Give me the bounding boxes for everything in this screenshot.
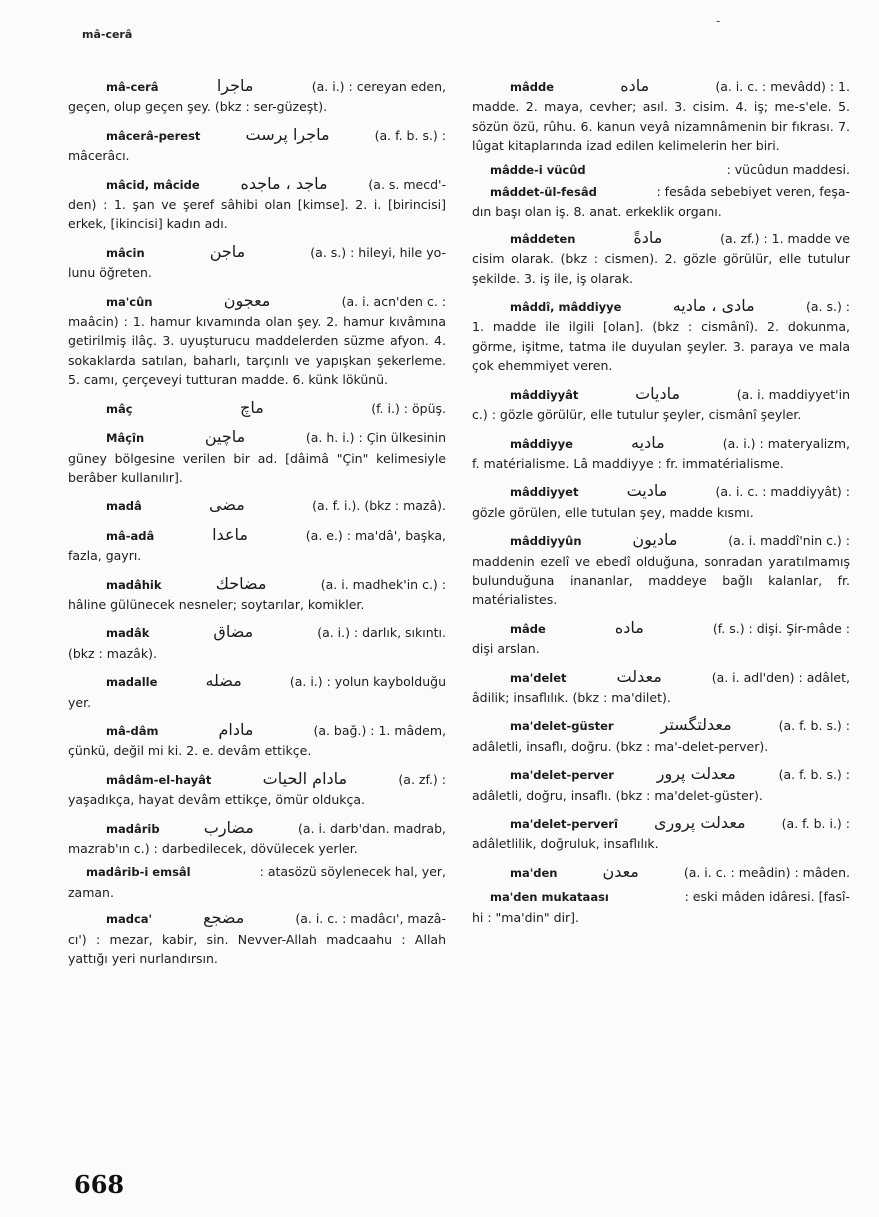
entry-head-line — [68, 125, 446, 146]
entry-definition-lead: (a. i. c. : meâdin) : mâden. — [683, 864, 850, 880]
dictionary-entry — [472, 182, 850, 222]
entry-definition-lead: : vücûdun maddesi. — [726, 161, 850, 177]
dictionary-entry — [472, 667, 850, 708]
entry-head-line — [68, 495, 446, 516]
entry-headword: mâdâm-el-hayât — [106, 772, 212, 787]
entry-head-line — [472, 384, 850, 405]
entry-definition-lead: (f. i.) : öpüş. — [371, 400, 446, 416]
entry-head-line — [472, 433, 850, 454]
entry-headword: mâddiyyet — [510, 485, 579, 500]
dictionary-entry — [68, 862, 446, 902]
entry-headword: mâcerâ-perest — [106, 128, 201, 143]
dictionary-entry — [472, 887, 850, 927]
entry-headword: madca' — [106, 912, 153, 927]
entry-definition-body: mâcerâcı. — [68, 148, 130, 164]
entry-head-line — [472, 667, 850, 688]
dictionary-entry — [472, 764, 850, 805]
entry-head-line — [472, 481, 850, 502]
entry-arabic-script: مضجع — [203, 908, 245, 928]
dictionary-entry — [68, 622, 446, 663]
entry-head-line — [68, 862, 446, 882]
dictionary-entry — [68, 769, 446, 810]
dictionary-entry — [68, 291, 446, 390]
dictionary-entry — [472, 715, 850, 756]
entry-definition-lead: (a. f. b. s.) : — [778, 767, 850, 783]
entry-definition-lead: (a. i. c. : madâcı', mazâ- — [295, 911, 446, 927]
entry-head-line — [472, 160, 850, 180]
entry-head-line — [68, 622, 446, 643]
entry-definition-body: hâline gülünecek nesneler; soytarılar, komikler. — [68, 596, 365, 612]
entry-definition-body: maâcin) : 1. hamur kıvamında olan şey. 2. hamur kıvâmına getirilmiş ilâç. 3. uyuşturucu maddelerden süzme afyon. 4. sokaklarda satılan, baharlı, tarçınlı ve yapışkan şekerleme. 5. camı, çerçeveyi tutturan madde. 6. künk lökünü. — [68, 314, 446, 388]
entry-definition-body: den) : 1. şan ve şeref sâhibi olan [kimse]. 2. i. [birincisi] erkek, [ikincisi] kadın adı. — [68, 197, 446, 232]
page-number: 668 — [74, 1170, 125, 1199]
entry-head-line — [68, 242, 446, 263]
dictionary-entry — [472, 228, 850, 288]
dictionary-entry — [68, 525, 446, 566]
entry-definition-body: lunu öğreten. — [68, 265, 152, 281]
entry-arabic-script: مضى — [209, 495, 245, 515]
left-column — [68, 76, 446, 976]
entry-definition-lead: (a. f. b. i.) : — [781, 816, 850, 831]
entry-arabic-script: ماجد ، ماجده — [240, 173, 328, 193]
entry-definition-lead: (a. h. i.) : Çin ülkesinin — [305, 430, 446, 446]
entry-head-line — [472, 182, 850, 202]
entry-head-line — [68, 174, 446, 195]
dictionary-entry — [68, 242, 446, 283]
entry-arabic-script: ماجن — [209, 241, 246, 261]
entry-arabic-script: ماعدا — [212, 524, 248, 544]
entry-definition-body: fazla, gayrı. — [68, 548, 142, 564]
entry-head-line — [472, 813, 850, 834]
entry-headword: mâddiyyât — [510, 387, 579, 402]
entry-head-line — [472, 76, 850, 97]
entry-headword: mâddiyye — [510, 436, 573, 451]
entry-arabic-script: ماچين — [204, 427, 246, 447]
entry-head-line — [68, 574, 446, 595]
entry-definition-lead: (a. i. darb'dan. madrab, — [298, 820, 446, 836]
dictionary-entry — [68, 427, 446, 487]
entry-definition-lead: (a. i.) : darlık, sıkıntı. — [317, 625, 446, 641]
entry-arabic-script: ماديون — [632, 530, 678, 550]
entry-definition-lead: (a. s.) : hileyi, hile yo- — [310, 244, 446, 260]
entry-arabic-script: ماجرا پرست — [245, 124, 330, 144]
entry-headword: madâk — [106, 626, 150, 641]
entry-head-line — [68, 398, 446, 419]
entry-definition-lead: (a. s.) : — [805, 299, 850, 315]
entry-arabic-script: معدن — [602, 861, 639, 881]
dictionary-entry — [472, 862, 850, 883]
entry-headword: madalle — [106, 675, 158, 690]
entry-arabic-script: ماديات — [635, 383, 681, 403]
dictionary-entry — [472, 481, 850, 522]
entry-head-line — [68, 525, 446, 546]
entry-head-line — [68, 908, 446, 929]
entry-headword: ma'cûn — [106, 294, 153, 309]
entry-definition-lead: (a. f. i.). (bkz : mazâ). — [312, 498, 446, 514]
entry-head-line — [472, 887, 850, 907]
entry-definition-lead: (f. s.) : dişi. Şir-mâde : — [712, 620, 850, 636]
entry-arabic-script: ماچ — [239, 397, 264, 417]
entry-definition-body: adâletli, insaflı, doğru. (bkz : ma'-delet-perver). — [472, 738, 769, 754]
entry-definition-lead: (a. i. maddiyyet'in — [736, 386, 850, 402]
dictionary-entry — [472, 813, 850, 854]
entry-arabic-script: ماجرا — [216, 76, 254, 95]
entry-definition-body: cisim olarak. (bkz : cismen). 2. gözle görülür, elle tutulur şekilde. 3. iş ile, iş olarak. — [472, 251, 850, 286]
entry-head-line — [472, 862, 850, 883]
entry-headword: mâddiyyûn — [510, 534, 582, 549]
entry-definition-body: yaşadıkça, hayat devâm ettikçe, ömür oldukça. — [68, 792, 365, 808]
entry-definition-lead: (a. i.) : cereyan eden, — [311, 79, 446, 94]
entry-head-line — [68, 671, 446, 692]
running-head: mâ-cerâ — [82, 28, 133, 41]
entry-definition-lead: (a. f. b. s.) : — [374, 127, 446, 143]
entry-definition-lead: (a. e.) : ma'dâ', başka, — [305, 527, 446, 543]
entry-headword: ma'delet-güster — [510, 719, 614, 734]
entry-definition-body: cı') : mezar, kabir, sin. Nevver-Allah madcaahu : Allah yattığı yeri nurlandırsın. — [68, 931, 446, 967]
entry-headword: Mâçîn — [106, 431, 145, 446]
dictionary-entry — [68, 398, 446, 419]
entry-arabic-script: ماده — [620, 76, 650, 95]
entry-arabic-script: مضاق — [213, 622, 254, 642]
entry-head-line — [472, 530, 850, 551]
dictionary-entry — [68, 174, 446, 234]
dictionary-entry — [472, 618, 850, 659]
entry-definition-body: yer. — [68, 694, 92, 710]
entry-definition-body: dın başı olan iş. 8. anat. erkeklik organı. — [472, 204, 722, 220]
entry-definition-lead: : eski mâden idâresi. [fasî- — [684, 889, 850, 905]
entry-headword: mâde — [510, 621, 546, 636]
entry-head-line — [68, 720, 446, 741]
entry-definition-body: c.) : gözle görülür, elle tutulur şeyler, cismânî şeyler. — [472, 407, 802, 423]
entry-headword: mâ-cerâ — [106, 80, 159, 94]
entry-definition-lead: (a. i.) : yolun kaybolduğu — [289, 674, 446, 690]
entry-definition-lead: : fesâda sebebiyet veren, feşa- — [656, 184, 850, 200]
entry-arabic-script: مادى ، ماديه — [672, 296, 755, 316]
entry-arabic-script: معدلت پرور — [656, 764, 736, 784]
entry-definition-lead: (a. i. maddî'nin c.) : — [728, 533, 850, 549]
entry-headword: madârib-i emsâl — [86, 865, 191, 880]
entry-head-line — [472, 296, 850, 317]
entry-head-line — [68, 769, 446, 790]
dictionary-entry — [472, 433, 850, 474]
entry-arabic-script: معدلت — [616, 666, 662, 686]
entry-headword: ma'delet-perver — [510, 768, 614, 783]
entry-definition-lead: : atasözü söylenecek hal, yer, — [259, 864, 446, 880]
entry-definition-body: maddenin ezelî ve ebedî olduğuna, sonradan yaratılmamış bulunduğuna inananlar, maddeye bağlı kalanlar, fr. matérialistes. — [472, 553, 850, 608]
entry-head-line — [472, 228, 850, 249]
entry-definition-lead: (a. i. c. : mevâdd) : 1. — [715, 79, 850, 94]
entry-arabic-script: مضله — [205, 671, 242, 691]
entry-definition-body: zaman. — [68, 884, 114, 900]
entry-arabic-script: معدلتگستر — [660, 715, 732, 735]
dictionary-entry — [68, 908, 446, 968]
entry-headword: madârib — [106, 821, 160, 836]
entry-arabic-script: ماده — [614, 617, 644, 637]
entry-head-line — [68, 76, 446, 97]
entry-arabic-script: مضارب — [203, 817, 254, 837]
entry-head-line — [472, 764, 850, 785]
entry-definition-body: adâletlilik, doğruluk, insaflılık. — [472, 836, 659, 852]
entry-headword: mâcid, mâcide — [106, 177, 200, 192]
entry-arabic-script: مادام الحيات — [262, 768, 348, 788]
entry-arabic-script: معجون — [223, 290, 271, 310]
entry-definition-lead: (a. zf.) : — [398, 771, 446, 787]
dictionary-entry — [472, 384, 850, 425]
entry-definition-body: geçen, olup geçen şey. (bkz : ser-güzeşt). — [68, 99, 328, 115]
entry-arabic-script: مضاحك — [215, 573, 267, 593]
entry-head-line — [68, 427, 446, 448]
entry-head-line — [472, 618, 850, 639]
entry-definition-body: hi : "ma'din" dir]. — [472, 909, 580, 925]
entry-arabic-script: ماديت — [626, 481, 668, 501]
entry-definition-body: 1. madde ile ilgili [olan]. (bkz : cismânî). 2. dokunma, görme, işitme, tatma ile duyulan şeyler. 3. paraya ve mala çok ehemmiyet veren. — [472, 319, 850, 374]
dictionary-entry — [68, 671, 446, 712]
entry-headword: mâddî, mâddiyye — [510, 300, 622, 315]
entry-arabic-script: مادام — [218, 719, 254, 739]
entry-definition-lead: (a. f. b. s.) : — [778, 718, 850, 734]
entry-definition-lead: (a. i. adl'den) : adâlet, — [711, 669, 850, 685]
entry-headword: ma'den — [510, 865, 558, 880]
entry-definition-lead: (a. i. madhek'in c.) : — [320, 576, 446, 592]
entry-definition-lead: (a. zf.) : 1. madde ve — [720, 230, 850, 246]
dictionary-entry — [472, 160, 850, 180]
entry-definition-body: madde. 2. maya, cevher; asıl. 3. cisim. 4. iş; me-s'ele. 5. sözün özü, rûhu. 6. kanun veyâ nizamnâmenin bir fıkrası. 7. lûgat kitaplarında izad edilen kelimelerin her biri. — [472, 99, 850, 154]
entry-headword: mâ-dâm — [106, 723, 159, 738]
dictionary-entry — [68, 76, 446, 117]
entry-headword: mâç — [106, 401, 133, 416]
dictionary-entry — [68, 818, 446, 859]
entry-definition-body: (bkz : mazâk). — [68, 645, 157, 661]
entry-headword: madâhik — [106, 577, 162, 592]
corner-mark: - — [716, 14, 721, 28]
dictionary-entry — [68, 574, 446, 615]
entry-head-line — [68, 818, 446, 839]
entry-definition-body: çünkü, değil mi ki. 2. e. devâm ettikçe. — [68, 743, 312, 759]
dictionary-entry — [472, 296, 850, 376]
entry-headword: madâ — [106, 499, 142, 514]
entry-headword: mâdde — [510, 80, 555, 94]
right-column — [472, 76, 850, 933]
entry-definition-body: adâletli, doğru, insaflı. (bkz : ma'delet-güster). — [472, 787, 763, 803]
entry-head-line — [68, 291, 446, 312]
entry-definition-lead: (a. i.) : materyalizm, — [722, 435, 850, 451]
entry-definition-body: güney bölgesine verilen bir ad. [dâimâ "Çin" kelimesiyle berâber kullanılır]. — [68, 450, 446, 485]
entry-headword: mâddet-ül-fesâd — [490, 185, 597, 200]
entry-definition-body: âdilik; insaflılık. (bkz : ma'dilet). — [472, 689, 671, 705]
entry-definition-body: mazrab'ın c.) : darbedilecek, dövülecek yerler. — [68, 841, 358, 856]
entry-head-line — [472, 715, 850, 736]
entry-definition-lead: (a. s. mecd'- — [368, 176, 446, 192]
entry-definition-body: gözle görülen, elle tutulan şey, madde kısmı. — [472, 504, 754, 520]
entry-definition-lead: (a. i. c. : maddiyyât) : — [715, 484, 850, 500]
entry-headword: ma'delet — [510, 670, 567, 685]
entry-arabic-script: ماديه — [631, 432, 665, 452]
entry-arabic-script: معدلت پرورى — [653, 813, 746, 832]
dictionary-entry — [472, 530, 850, 610]
entry-definition-lead: (a. i. acn'den c. : — [341, 293, 446, 309]
entry-arabic-script: مادةً — [633, 227, 663, 247]
entry-headword: mâddeten — [510, 231, 576, 246]
dictionary-entry — [68, 125, 446, 166]
entry-definition-body: dişi arslan. — [472, 641, 540, 657]
entry-headword: mâdde-i vücûd — [490, 162, 586, 177]
entry-headword: mâcin — [106, 245, 145, 260]
dictionary-entry — [68, 720, 446, 761]
dictionary-entry — [472, 76, 850, 156]
entry-definition-lead: (a. bağ.) : 1. mâdem, — [313, 722, 446, 738]
entry-headword: mâ-adâ — [106, 528, 155, 543]
entry-definition-body: f. matérialisme. Lâ maddiyye : fr. immatérialisme. — [472, 455, 784, 471]
entry-headword: ma'den mukataası — [490, 890, 609, 905]
entry-headword: ma'delet-perverî — [510, 817, 618, 831]
dictionary-entry — [68, 495, 446, 516]
